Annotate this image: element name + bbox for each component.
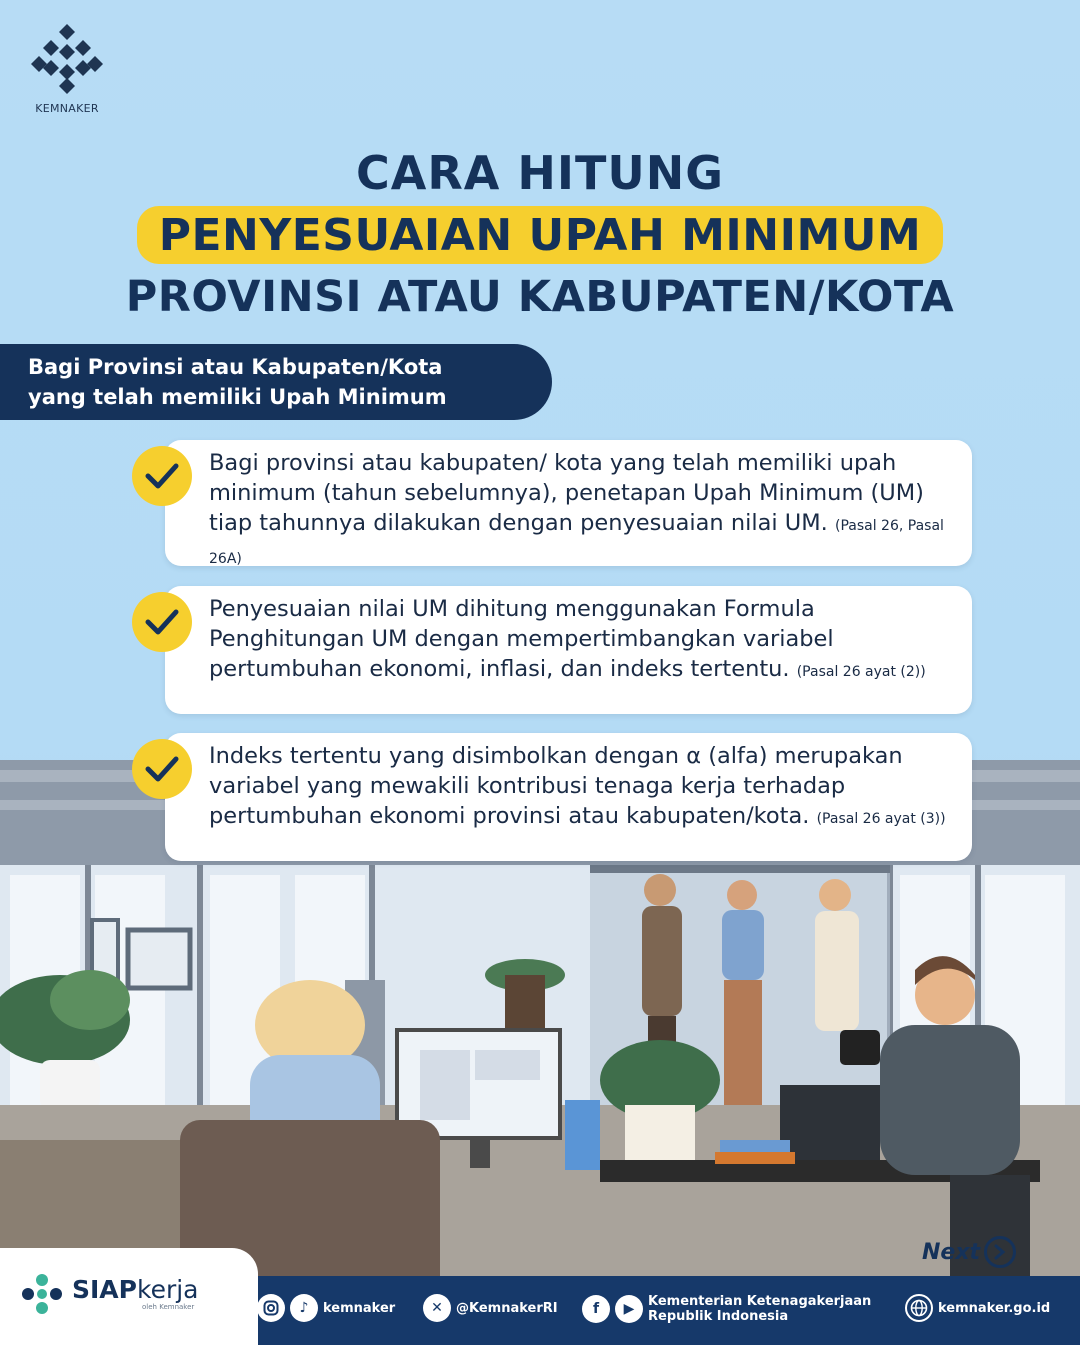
- section-tag-line-1: Bagi Provinsi atau Kabupaten/Kota: [28, 355, 443, 379]
- tiktok-icon[interactable]: ♪: [290, 1294, 318, 1322]
- globe-icon: [905, 1294, 933, 1322]
- kemnaker-logo: [22, 22, 112, 115]
- siapkerja-subtitle: oleh Kemnaker: [142, 1303, 195, 1311]
- info-card-text: [209, 448, 958, 574]
- siapkerja-text: [72, 1277, 199, 1311]
- siapkerja-light: kerja: [136, 1275, 199, 1304]
- info-card-body: Indeks tertentu yang disimbolkan dengan α (alfa) merupakan variabel yang mewakili kontribusi tenaga kerja terhadap pertumbuhan ekonomi provinsi atau kabupaten/kota.: [209, 743, 903, 829]
- info-card-1: [165, 440, 972, 566]
- footer-ministry-line-2: Republik Indonesia: [648, 1309, 789, 1324]
- footer-social-ministry[interactable]: [582, 1294, 871, 1324]
- footer-website[interactable]: [905, 1294, 1050, 1322]
- kemnaker-logo-icon: [29, 22, 105, 94]
- check-badge-2: [132, 592, 192, 652]
- section-tag-line-2: yang telah memiliki Upah Minimum: [28, 385, 447, 409]
- info-card-3: [165, 733, 972, 861]
- siapkerja-brand: [20, 1272, 199, 1316]
- footer-social-handle: kemnaker: [323, 1300, 396, 1316]
- siapkerja-logo-icon: [20, 1272, 64, 1316]
- footer-ministry-name: [648, 1294, 871, 1324]
- next-arrow-icon: [984, 1236, 1016, 1268]
- next-label: Next: [922, 1239, 981, 1265]
- title-line-2: PENYESUAIAN UPAH MINIMUM: [137, 206, 944, 264]
- page-title: [0, 146, 1080, 322]
- footer-social-kemnaker[interactable]: [257, 1294, 395, 1322]
- info-card-text: [209, 594, 958, 687]
- instagram-icon[interactable]: [257, 1294, 285, 1322]
- title-line-1: CARA HITUNG: [356, 146, 724, 200]
- info-card-text: [209, 741, 958, 834]
- check-icon: [145, 608, 179, 636]
- youtube-icon[interactable]: ▶: [615, 1295, 643, 1323]
- footer-ministry-line-1: Kementerian Ketenagakerjaan: [648, 1294, 872, 1309]
- logo-label: KEMNAKER: [35, 102, 99, 115]
- info-card-reference: (Pasal 26, Pasal 26A): [209, 518, 944, 567]
- x-icon[interactable]: ✕: [423, 1294, 451, 1322]
- info-card-body: Penyesuaian nilai UM dihitung menggunakan Formula Penghitungan UM dengan mempertimbangkan variabel pertumbuhan ekonomi, inflasi, dan indeks tertentu.: [209, 596, 834, 682]
- facebook-icon[interactable]: f: [582, 1295, 610, 1323]
- next-button[interactable]: [922, 1236, 1016, 1268]
- title-highlight: [137, 206, 944, 264]
- footer-website-label: kemnaker.go.id: [938, 1300, 1051, 1316]
- title-line-3: PROVINSI ATAU KABUPATEN/KOTA: [125, 272, 955, 322]
- check-badge-1: [132, 446, 192, 506]
- footer-social-x[interactable]: [423, 1294, 558, 1322]
- check-badge-3: [132, 739, 192, 799]
- info-card-body: Bagi provinsi atau kabupaten/ kota yang telah memiliki upah minimum (tahun sebelumnya), penetapan Upah Minimum (UM) tiap tahunnya dilakukan dengan penyesuaian nilai UM.: [209, 450, 924, 536]
- footer-x-handle: @KemnakerRI: [456, 1300, 558, 1316]
- info-card-reference: (Pasal 26 ayat (2)): [796, 664, 926, 680]
- siapkerja-wordmark: [72, 1277, 199, 1303]
- siapkerja-bold: SIAP: [72, 1275, 137, 1304]
- info-card-reference: (Pasal 26 ayat (3)): [816, 811, 946, 827]
- section-tag: [0, 344, 552, 420]
- info-card-2: [165, 586, 972, 714]
- check-icon: [145, 755, 179, 783]
- check-icon: [145, 462, 179, 490]
